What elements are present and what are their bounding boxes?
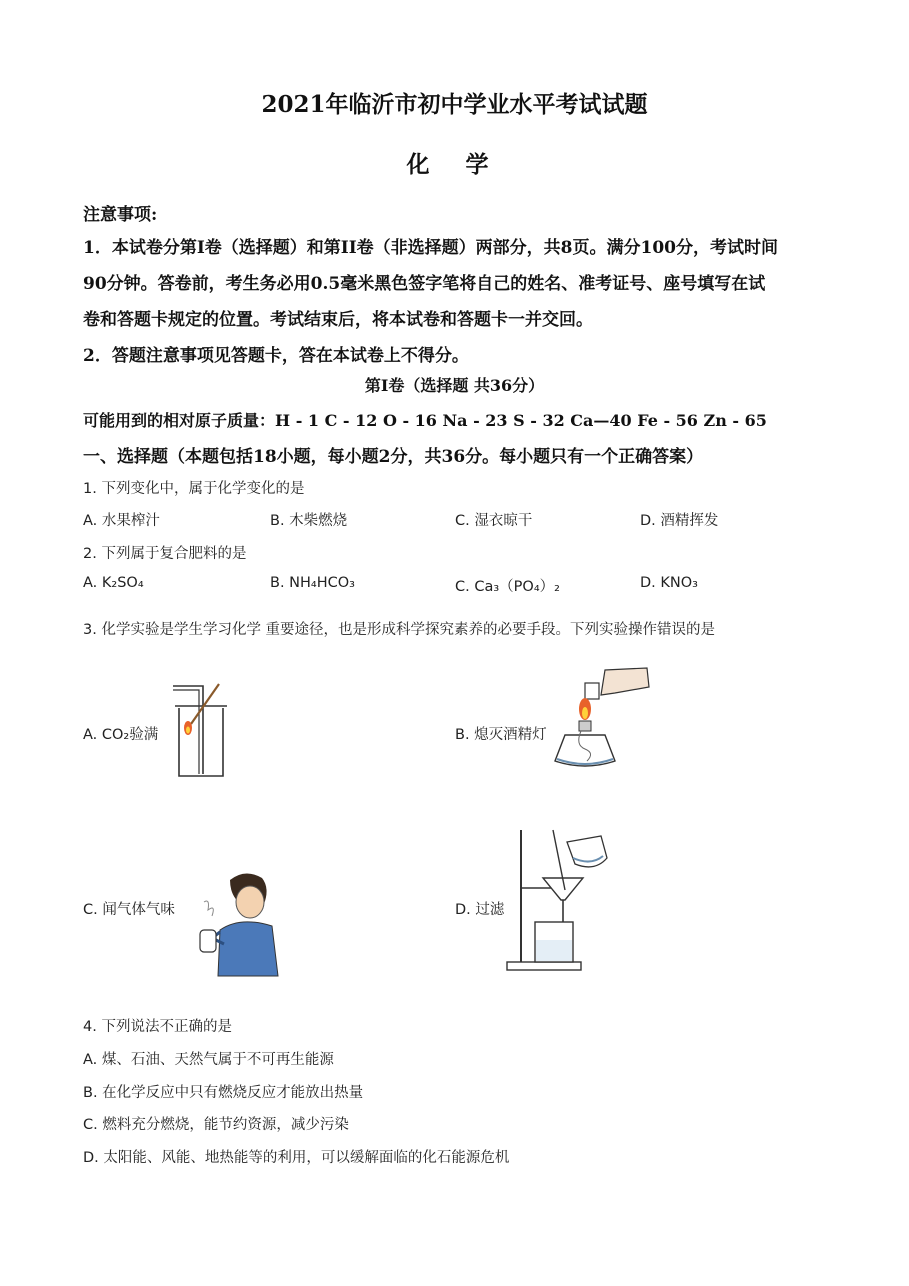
filtration-illustration	[505, 828, 615, 974]
notice-line-4: 2．答题注意事项见答题卡，答在本试卷上不得分。	[83, 346, 469, 366]
part1-heading: 第I卷（选择题 共36分）	[364, 376, 545, 395]
q3-stem: 3. 化学实验是学生学习化学 重要途径，也是形成科学探究素养的必要手段。下列实验操作错误的是	[83, 622, 716, 638]
q3-option-b: B. 熄灭酒精灯	[455, 727, 547, 743]
q4-stem: 4. 下列说法不正确的是	[83, 1019, 232, 1035]
alcohol-lamp-illustration	[545, 665, 655, 780]
subject-title: 化 学	[406, 151, 503, 178]
q1-stem: 1. 下列变化中，属于化学变化的是	[83, 481, 305, 497]
q1-option-a: A. 水果榨汁	[83, 513, 160, 529]
q1-option-d: D. 酒精挥发	[640, 513, 719, 529]
notice-line-2: 90分钟。答卷前，考生务必用0.5毫米黑色签字笔将自己的姓名、准考证号、座号填写在试	[83, 274, 766, 294]
notice-heading: 注意事项:	[83, 205, 158, 225]
q4-option-c: C. 燃料充分燃烧，能节约资源，减少污染	[83, 1117, 349, 1133]
q1-option-b: B. 木柴燃烧	[270, 513, 348, 529]
q4-option-d: D. 太阳能、风能、地热能等的利用，可以缓解面临的化石能源危机	[83, 1150, 510, 1166]
q2-option-d: D. KNO₃	[640, 575, 698, 591]
section-title: 一、选择题（本题包括18小题，每小题2分，共36分。每小题只有一个正确答案）	[83, 447, 704, 467]
q2-stem: 2. 下列属于复合肥料的是	[83, 546, 247, 562]
q3-option-c: C. 闻气体气味	[83, 902, 175, 918]
q1-option-c: C. 湿衣晾干	[455, 513, 533, 529]
q2-option-c: C. Ca₃（PO₄）₂	[455, 579, 560, 595]
atomic-masses: 可能用到的相对原子质量：H - 1 C - 12 O - 16 Na - 23 S - 32 Ca—40 Fe - 56 Zn - 65	[83, 411, 767, 430]
exam-title: 2021年临沂市初中学业水平考试试题	[261, 91, 648, 118]
gas-jar-illustration	[165, 680, 235, 780]
q4-option-a: A. 煤、石油、天然气属于不可再生能源	[83, 1052, 334, 1068]
smelling-gas-illustration	[190, 868, 285, 978]
q2-option-a: A. K₂SO₄	[83, 575, 144, 591]
q3-option-d: D. 过滤	[455, 902, 505, 918]
q3-option-a: A. CO₂验满	[83, 727, 159, 743]
q4-option-b: B. 在化学反应中只有燃烧反应才能放出热量	[83, 1085, 364, 1101]
q2-option-b: B. NH₄HCO₃	[270, 575, 355, 591]
notice-line-3: 卷和答题卡规定的位置。考试结束后，将本试卷和答题卡一并交回。	[83, 310, 593, 330]
notice-line-1: 1．本试卷分第I卷（选择题）和第II卷（非选择题）两部分，共8页。满分100分，考试时间	[83, 238, 778, 258]
